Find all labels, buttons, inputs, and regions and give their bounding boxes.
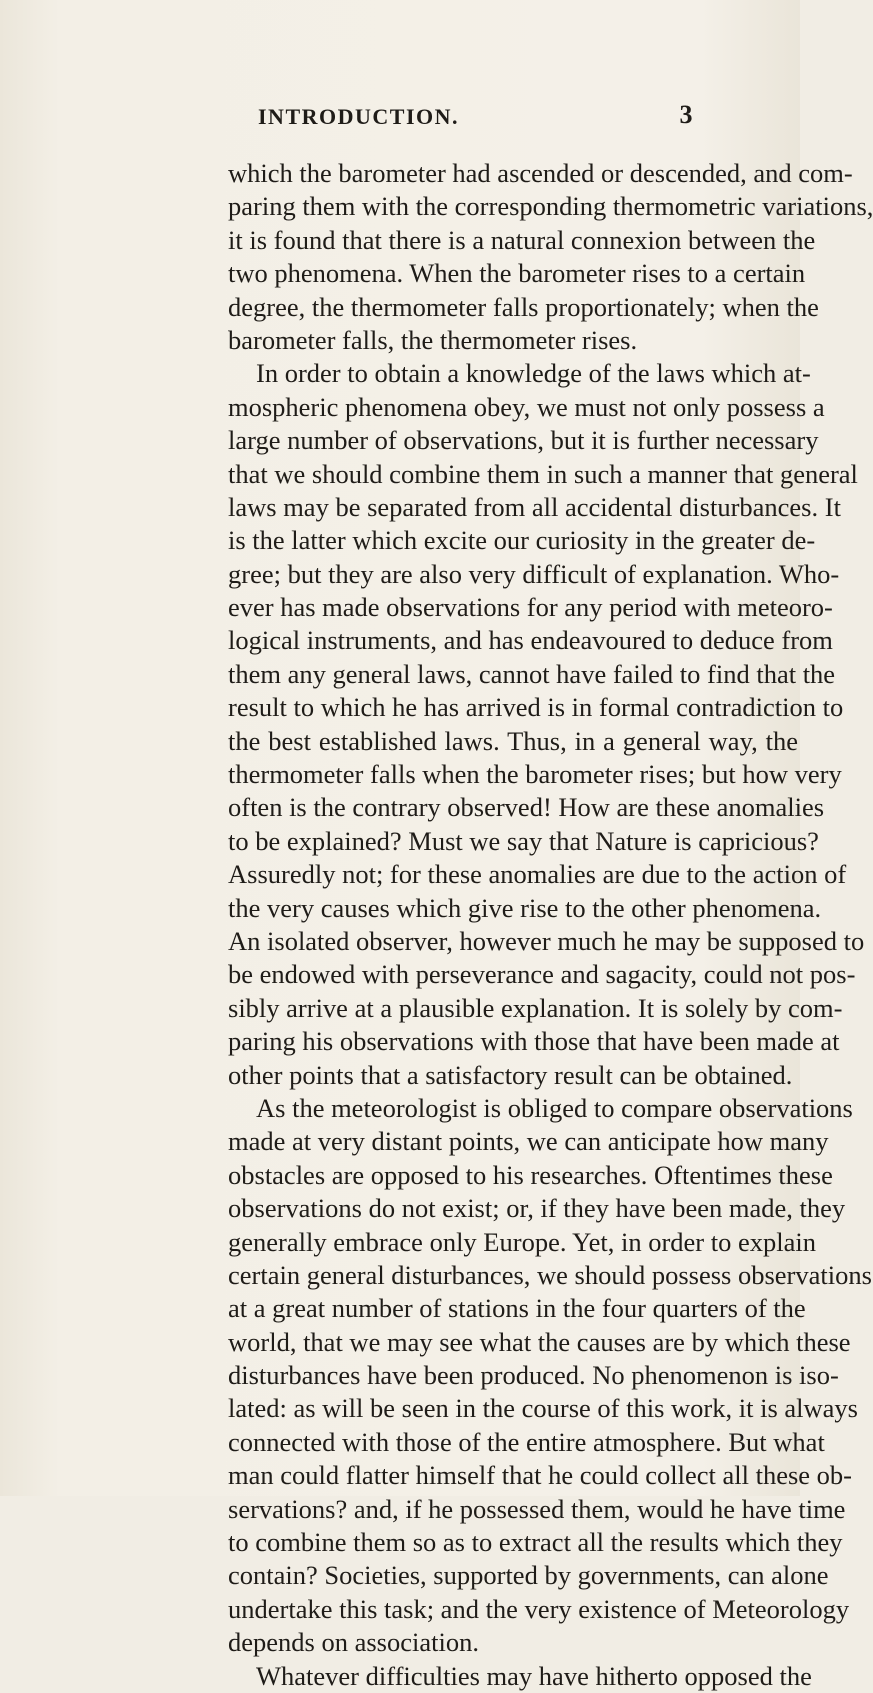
text-line: observations do not exist; or, if they have been made, they: [228, 1193, 846, 1224]
running-head: [0, 100, 800, 144]
text-line: often is the contrary observed! How are these anomalies: [228, 792, 825, 823]
text-line: gree; but they are also very difficult of explanation. Who-: [228, 558, 840, 589]
text-line: certain general disturbances, we should possess observations: [228, 1259, 872, 1290]
text-line: sibly arrive at a plausible explanation. It is solely by com-: [228, 992, 843, 1023]
text-line: servations? and, if he possessed them, would he have time: [228, 1493, 846, 1524]
text-line: the very causes which give rise to the other phenomena.: [228, 892, 822, 923]
text-line: it is found that there is a natural connexion between the: [228, 224, 816, 255]
text-line: man could flatter himself that he could collect all these ob-: [228, 1460, 853, 1491]
text-line: generally embrace only Europe. Yet, in order to explain: [228, 1226, 816, 1257]
text-line: them any general laws, cannot have failed to find that the: [228, 658, 836, 689]
text-line: depends on association.: [228, 1627, 479, 1658]
paragraph-start-line: In order to obtain a knowledge of the laws which at-: [256, 358, 811, 389]
text-line: mospheric phenomena obey, we must not only possess a: [228, 391, 825, 422]
text-line: which the barometer had ascended or descended, and com-: [228, 158, 853, 188]
text-line: world, that we may see what the causes are by which these: [228, 1326, 851, 1357]
text-line: Assuredly not; for these anomalies are due to the action of: [228, 859, 847, 890]
paragraph-start-line: Whatever difficulties may have hitherto opposed the: [256, 1660, 812, 1691]
text-line: made at very distant points, we can anticipate how many: [228, 1126, 829, 1157]
text-line: large number of observations, but it is further necessary: [228, 425, 819, 456]
text-line: two phenomena. When the barometer rises to a certain: [228, 258, 806, 289]
text-line: disturbances have been produced. No phenomenon is iso-: [228, 1360, 839, 1391]
text-line: thermometer falls when the barometer rises; but how very: [228, 759, 842, 790]
text-line: contain? Societies, supported by governments, can alone: [228, 1560, 829, 1591]
text-line: that we should combine them in such a manner that general: [228, 458, 858, 489]
text-line: connected with those of the entire atmosphere. But what: [228, 1426, 825, 1457]
text-line: the best established laws. Thus, in a general way, the: [228, 725, 798, 756]
text-line: lated: as will be seen in the course of this work, it is always: [228, 1393, 858, 1424]
text-line: barometer falls, the thermometer rises.: [228, 324, 638, 355]
text-line: to be explained? Must we say that Nature is capricious?: [228, 825, 819, 856]
text-line: is the latter which excite our curiosity in the greater de-: [228, 525, 816, 556]
text-line: undertake this task; and the very existence of Meteorology: [228, 1593, 850, 1624]
text-line: other points that a satisfactory result can be obtained.: [228, 1059, 793, 1090]
text-line: ever has made observations for any period with meteoro-: [228, 592, 833, 623]
text-line: result to which he has arrived is in formal contradiction to: [228, 692, 844, 723]
text-line: logical instruments, and has endeavoured to deduce from: [228, 625, 833, 656]
text-line: paring them with the corresponding thermometric variations,: [228, 191, 873, 222]
body-text: [228, 157, 873, 1693]
text-line: be endowed with perseverance and sagacity, could not pos-: [228, 959, 856, 990]
running-title: INTRODUCTION.: [258, 104, 460, 129]
text-line: at a great number of stations in the four quarters of the: [228, 1293, 806, 1324]
paragraph-start-line: As the meteorologist is obliged to compare observations: [256, 1092, 853, 1123]
text-line: paring his observations with those that have been made at: [228, 1026, 840, 1057]
text-line: obstacles are opposed to his researches. Oftentimes these: [228, 1159, 833, 1190]
text-line: laws may be separated from all accidental disturbances. It: [228, 491, 841, 522]
text-line: to combine them so as to extract all the results which they: [228, 1527, 843, 1558]
page-number: 3: [679, 100, 694, 129]
text-line: An isolated observer, however much he may be supposed to: [228, 925, 865, 956]
text-line: degree, the thermometer falls proportionately; when the: [228, 291, 819, 322]
